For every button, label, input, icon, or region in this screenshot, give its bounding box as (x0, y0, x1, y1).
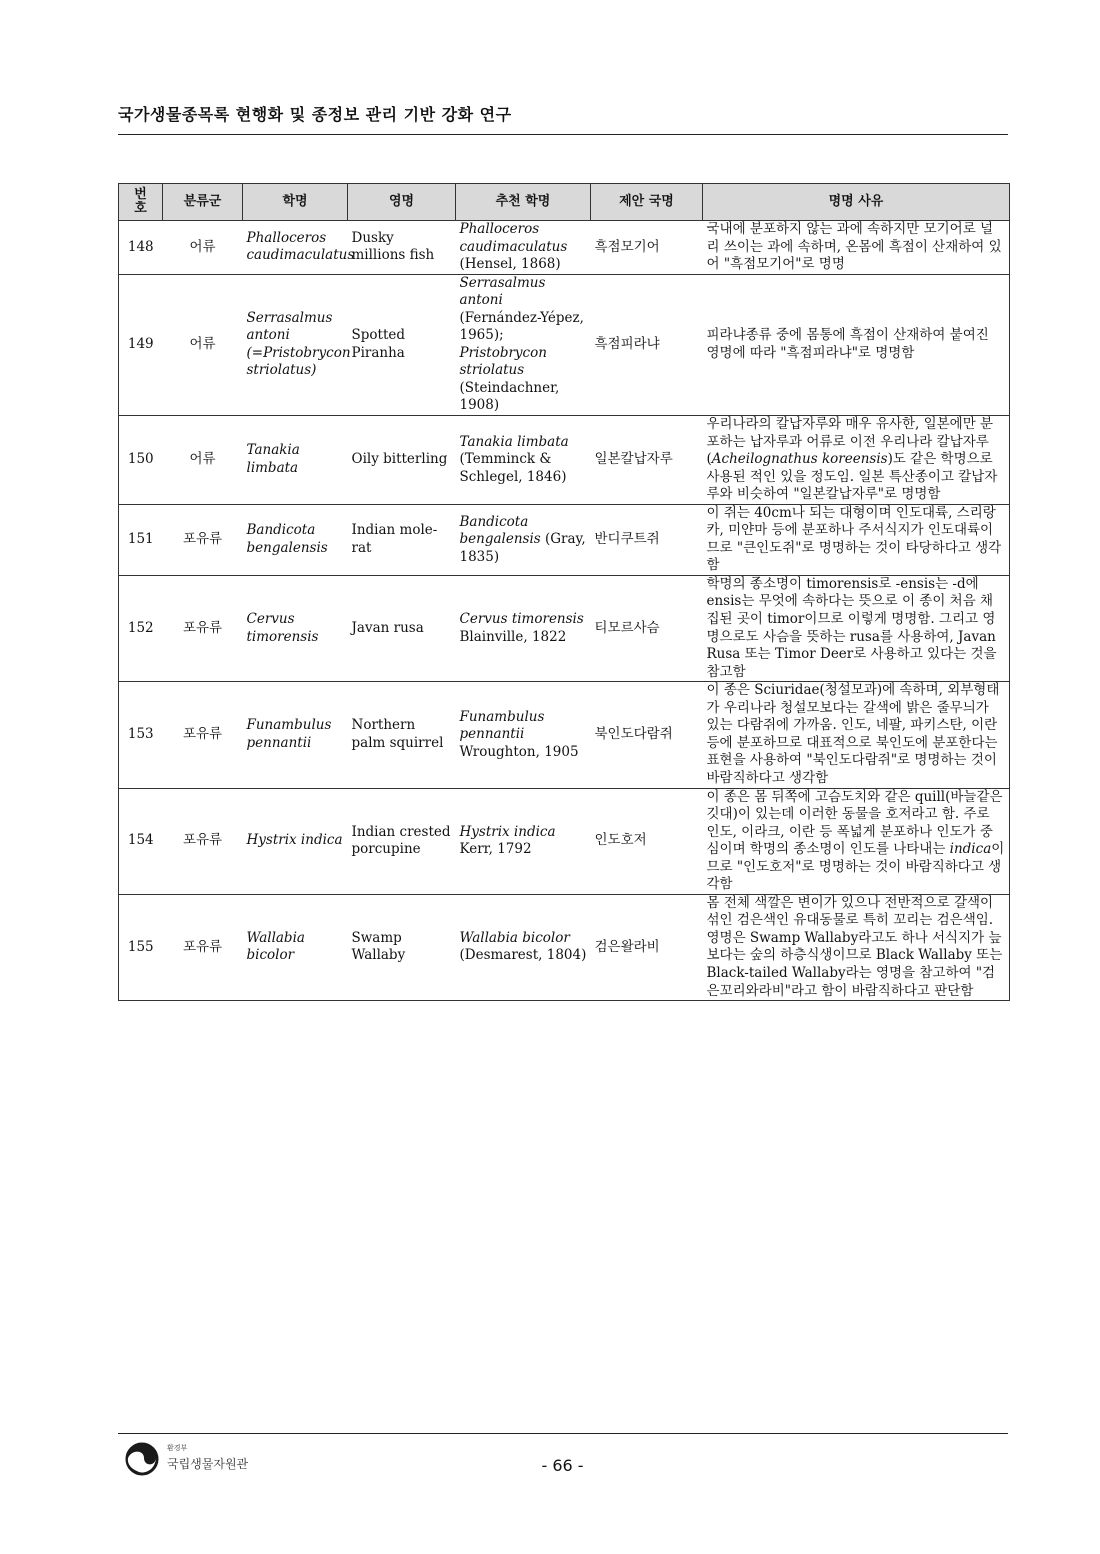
column-header-naming-reason: 명명 사유 (703, 184, 1010, 221)
column-header-proposed-korean-name: 제안 국명 (591, 184, 703, 221)
proposed-korean-name: 일본칼납자루 (591, 416, 703, 505)
taxon-group: 포유류 (163, 788, 243, 894)
naming-reason: 이 종은 몸 뒤쪽에 고슴도치와 같은 quill(바늘같은 깃대)이 있는데 이러한 동물을 호저라고 함. 주로 인도, 이라크, 이란 등 폭넓게 분포하나 인도가 중심이며 학명의 종소명이 인도를 나타내는 indica이므로 "인도호저"로 명명하는 것이 바람직하다고 생각함 (703, 788, 1010, 894)
row-number: 151 (119, 504, 163, 575)
row-number: 149 (119, 274, 163, 415)
english-name: Indian mole-rat (348, 504, 456, 575)
scientific-name: Cervus timorensis (243, 575, 348, 681)
running-header-title: 국가생물종목록 현행화 및 종정보 관리 기반 강화 연구 (118, 105, 512, 124)
english-name: Dusky millions fish (348, 221, 456, 275)
english-name: Oily bitterling (348, 416, 456, 505)
column-header-number: 번호 (119, 184, 163, 221)
taxon-group: 포유류 (163, 575, 243, 681)
table-row (119, 221, 1010, 275)
naming-reason: 국내에 분포하지 않는 과에 속하지만 모기어로 널리 쓰이는 과에 속하며, 온몸에 흑점이 산재하여 있어 "흑점모기어"로 명명 (703, 221, 1010, 275)
recommended-scientific-name: Serrasalmus antoni (Fernández-Yépez, 1965); Pristobrycon striolatus (Steindachner, 1908) (456, 274, 591, 415)
scientific-name: Tanakia limbata (243, 416, 348, 505)
recommended-scientific-name: Tanakia limbata (Temminck & Schlegel, 1846) (456, 416, 591, 505)
species-table-body (119, 221, 1010, 1001)
table-row (119, 894, 1010, 1000)
table-row (119, 575, 1010, 681)
naming-reason: 이 종은 Sciuridae(청설모과)에 속하며, 외부형태가 우리나라 청설모보다는 갈색에 밝은 줄무늬가 있는 다람쥐에 가까움. 인도, 네팔, 파키스탄, 이란 등에 분포하므로 대표적으로 북인도에 분포한다는 표현을 사용하여 "북인도다람쥐"로 명명하는 것이 바람직하다고 생각함 (703, 682, 1010, 788)
english-name: Swamp Wallaby (348, 894, 456, 1000)
recommended-scientific-name: Phalloceros caudimaculatus (Hensel, 1868) (456, 221, 591, 275)
proposed-korean-name: 검은왈라비 (591, 894, 703, 1000)
table-row (119, 416, 1010, 505)
taxon-group: 포유류 (163, 894, 243, 1000)
taxon-group: 어류 (163, 274, 243, 415)
taxon-group: 포유류 (163, 504, 243, 575)
recommended-scientific-name: Wallabia bicolor (Desmarest, 1804) (456, 894, 591, 1000)
recommended-scientific-name: Hystrix indica Kerr, 1792 (456, 788, 591, 894)
scientific-name: Funambulus pennantii (243, 682, 348, 788)
proposed-korean-name: 인도호저 (591, 788, 703, 894)
taxon-group: 어류 (163, 416, 243, 505)
row-number: 155 (119, 894, 163, 1000)
column-header-group: 분류군 (163, 184, 243, 221)
column-header-english-name: 영명 (348, 184, 456, 221)
header-divider (118, 134, 1008, 135)
naming-reason: 몸 전체 색깔은 변이가 있으나 전반적으로 갈색이 섞인 검은색인 유대동물로 특히 꼬리는 검은색임. 영명은 Swamp Wallaby라고도 하나 서식지가 늪보다는 숲의 하층식생이므로 Black Wallaby 또는 Black-tailed Wallaby라는 영명을 참고하여 "검은꼬리와라비"라고 함이 바람직하다고 판단함 (703, 894, 1010, 1000)
table-row (119, 504, 1010, 575)
proposed-korean-name: 반디쿠트쥐 (591, 504, 703, 575)
scientific-name: Wallabia bicolor (243, 894, 348, 1000)
proposed-korean-name: 북인도다람쥐 (591, 682, 703, 788)
naming-reason: 우리나라의 칼납자루와 매우 유사한, 일본에만 분포하는 납자루과 어류로 이전 우리나라 칼납자루(Acheilognathus koreensis)도 같은 학명으로 사용된 적인 있을 정도임. 일본 특산종이고 칼납자루와 비슷하여 "일본칼납자루"로 명명함 (703, 416, 1010, 505)
row-number: 154 (119, 788, 163, 894)
table-row (119, 788, 1010, 894)
row-number: 150 (119, 416, 163, 505)
footer-ministry-label: 환경부 (167, 1444, 188, 1452)
naming-reason: 학명의 종소명이 timorensis로 -ensis는 -d에 ensis는 무엇에 속하다는 뜻으로 이 종이 처음 채집된 곳이 timor이므로 이렇게 명명함. 그리고 영명으로도 사슴을 뜻하는 rusa를 사용하여, Javan Rusa 또는 Timor Deer로 사용하고 있다는 것을 참고함 (703, 575, 1010, 681)
recommended-scientific-name: Cervus timorensis Blainville, 1822 (456, 575, 591, 681)
taxon-group: 포유류 (163, 682, 243, 788)
row-number: 148 (119, 221, 163, 275)
english-name: Indian crested porcupine (348, 788, 456, 894)
english-name: Northern palm squirrel (348, 682, 456, 788)
english-name: Spotted Piranha (348, 274, 456, 415)
taxon-group: 어류 (163, 221, 243, 275)
table-row (119, 274, 1010, 415)
proposed-korean-name: 티모르사슴 (591, 575, 703, 681)
naming-reason: 피라냐종류 중에 몸통에 흑점이 산재하여 붙여진 영명에 따라 "흑점피라냐"로 명명함 (703, 274, 1010, 415)
row-number: 152 (119, 575, 163, 681)
row-number: 153 (119, 682, 163, 788)
english-name: Javan rusa (348, 575, 456, 681)
naming-reason: 이 쥐는 40cm나 되는 대형이며 인도대륙, 스리랑카, 미얀마 등에 분포하나 주서식지가 인도대륙이므로 "큰인도쥐"로 명명하는 것이 타당하다고 생각함 (703, 504, 1010, 575)
footer-institution-name: 국립생물자원관 (167, 1457, 249, 1471)
scientific-name: Bandicota bengalensis (243, 504, 348, 575)
recommended-scientific-name: Bandicota bengalensis (Gray, 1835) (456, 504, 591, 575)
column-header-recommended-name: 추천 학명 (456, 184, 591, 221)
table-header-row (119, 184, 1010, 221)
footer-divider (118, 1433, 1008, 1434)
scientific-name: Serrasalmus antoni (=Pristobrycon striolatus) (243, 274, 348, 415)
column-header-scientific-name: 학명 (243, 184, 348, 221)
recommended-scientific-name: Funambulus pennantii Wroughton, 1905 (456, 682, 591, 788)
proposed-korean-name: 흑점모기어 (591, 221, 703, 275)
scientific-name: Hystrix indica (243, 788, 348, 894)
scientific-name: Phalloceros caudimaculatus (243, 221, 348, 275)
species-table (118, 183, 1010, 1001)
table-row (119, 682, 1010, 788)
page-number: - 66 - (541, 1456, 584, 1475)
proposed-korean-name: 흑점피라냐 (591, 274, 703, 415)
